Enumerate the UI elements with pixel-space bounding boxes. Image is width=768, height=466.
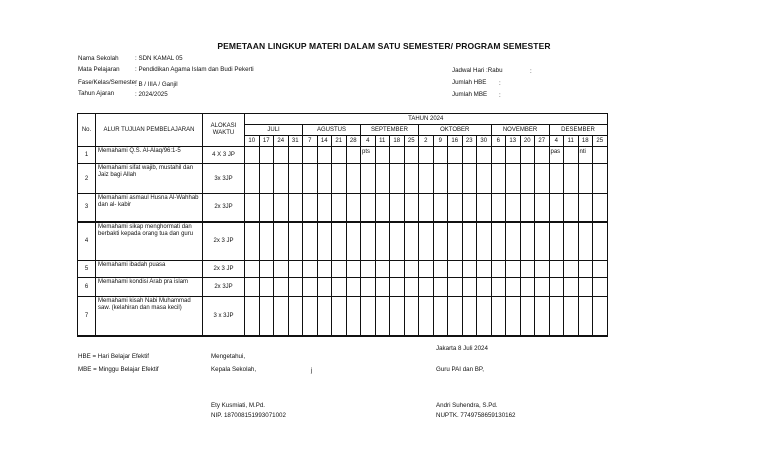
date-header: 2	[419, 136, 434, 147]
schedule-cell	[448, 147, 463, 164]
schedule-cell	[491, 164, 506, 194]
schedule-cell	[520, 297, 535, 336]
schedule-cell	[390, 261, 405, 278]
schedule-cell	[419, 222, 434, 261]
table-row	[78, 147, 608, 164]
date-header: 24	[274, 136, 289, 147]
schedule-cell	[259, 261, 274, 278]
schedule-cell	[535, 147, 550, 164]
schedule-cell	[564, 222, 579, 261]
schedule-cell	[506, 261, 521, 278]
row-no: 5	[78, 261, 96, 278]
table-row	[78, 194, 608, 222]
schedule-mark: pas	[549, 147, 564, 164]
row-alokasi: 2x 3 JP	[203, 222, 245, 261]
schedule-cell	[448, 278, 463, 297]
schedule-cell	[549, 261, 564, 278]
date-header: 16	[448, 136, 463, 147]
schedule-cell	[375, 194, 390, 222]
schedule-cell	[390, 278, 405, 297]
schedule-cell	[477, 222, 492, 261]
schedule-cell	[593, 278, 608, 297]
schedule-cell	[506, 194, 521, 222]
schedule-cell	[564, 261, 579, 278]
kepsek-name: Ety Kusmiati, M.Pd.	[211, 402, 265, 409]
schedule-cell	[259, 194, 274, 222]
schedule-mark: nti	[578, 147, 593, 164]
date-header: 23	[462, 136, 477, 147]
schedule-cell	[448, 261, 463, 278]
schedule-cell	[303, 164, 318, 194]
date-header: 13	[506, 136, 521, 147]
schedule-cell	[303, 278, 318, 297]
schedule-cell	[433, 147, 448, 164]
schedule-cell	[361, 164, 376, 194]
schedule-cell	[506, 297, 521, 336]
schedule-cell	[448, 222, 463, 261]
table-row	[78, 222, 608, 261]
date-header: 4	[361, 136, 376, 147]
schedule-cell	[520, 194, 535, 222]
schedule-cell	[390, 194, 405, 222]
schedule-cell	[506, 147, 521, 164]
schedule-cell	[477, 194, 492, 222]
schedule-cell	[303, 261, 318, 278]
guru-nuptk: NUPTK. 7749758659130162	[436, 412, 516, 419]
schedule-cell	[361, 297, 376, 336]
schedule-cell	[245, 147, 260, 164]
schedule-cell	[245, 222, 260, 261]
table-row	[78, 278, 608, 297]
schedule-cell	[245, 164, 260, 194]
info-value-schedule: :	[530, 68, 532, 75]
date-header: 17	[259, 136, 274, 147]
info-label-school: Nama Sekolah	[78, 55, 119, 62]
schedule-cell	[491, 222, 506, 261]
info-label-mbe: Jumlah MBE	[452, 91, 488, 98]
date-header: 11	[375, 136, 390, 147]
schedule-cell	[317, 278, 332, 297]
schedule-cell	[477, 297, 492, 336]
schedule-cell	[549, 164, 564, 194]
kepsek-nip: NIP. 187008151993071002	[211, 412, 286, 419]
mbe-note: MBE = Minggu Belajar Efektif	[78, 366, 159, 373]
schedule-cell	[390, 222, 405, 261]
row-alokasi: 4 X 3 JP	[203, 147, 245, 164]
schedule-cell	[433, 194, 448, 222]
schedule-cell	[506, 164, 521, 194]
header-atp: ALUR TUJUAN PEMBELAJARAN	[96, 114, 203, 147]
schedule-cell	[245, 261, 260, 278]
schedule-cell	[419, 297, 434, 336]
schedule-cell	[477, 147, 492, 164]
table-row	[78, 261, 608, 278]
stray-mark: j	[311, 367, 313, 374]
date-header: 6	[491, 136, 506, 147]
schedule-cell	[375, 261, 390, 278]
schedule-cell	[564, 164, 579, 194]
schedule-cell	[288, 222, 303, 261]
document-title: PEMETAAN LINGKUP MATERI DALAM SATU SEMESTER/ PROGRAM SEMESTER	[217, 41, 551, 51]
schedule-cell	[288, 194, 303, 222]
schedule-cell	[259, 297, 274, 336]
schedule-cell	[593, 261, 608, 278]
row-alokasi: 2x 3JP	[203, 194, 245, 222]
month-header: JULI	[245, 125, 303, 136]
schedule-cell	[593, 297, 608, 336]
schedule-cell	[317, 164, 332, 194]
schedule-cell	[404, 278, 419, 297]
date-header: 9	[433, 136, 448, 147]
schedule-cell	[346, 222, 361, 261]
month-header: OKTOBER	[419, 125, 492, 136]
schedule-cell	[346, 164, 361, 194]
schedule-cell	[419, 278, 434, 297]
row-alokasi: 2x 3JP	[203, 278, 245, 297]
schedule-cell	[578, 261, 593, 278]
schedule-cell	[288, 164, 303, 194]
schedule-cell	[491, 194, 506, 222]
kepala-sekolah-text: Kepala Sekolah,	[211, 366, 257, 373]
schedule-cell	[477, 278, 492, 297]
schedule-cell	[375, 147, 390, 164]
schedule-cell	[578, 222, 593, 261]
header-year: TAHUN 2024	[245, 114, 608, 125]
month-header: NOVEMBER	[491, 125, 549, 136]
table-row	[78, 297, 608, 336]
schedule-cell	[288, 261, 303, 278]
schedule-cell	[245, 297, 260, 336]
schedule-cell	[564, 194, 579, 222]
date-header: 20	[520, 136, 535, 147]
schedule-cell	[593, 194, 608, 222]
schedule-cell	[303, 147, 318, 164]
month-header: AGUSTUS	[303, 125, 361, 136]
schedule-cell	[332, 297, 347, 336]
schedule-cell	[462, 164, 477, 194]
date-header: 10	[245, 136, 260, 147]
schedule-cell	[448, 297, 463, 336]
schedule-cell	[259, 222, 274, 261]
schedule-cell	[419, 261, 434, 278]
date-header: 25	[404, 136, 419, 147]
schedule-cell	[593, 164, 608, 194]
schedule-cell	[535, 278, 550, 297]
schedule-cell	[375, 164, 390, 194]
schedule-cell	[375, 297, 390, 336]
schedule-cell	[593, 147, 608, 164]
schedule-cell	[288, 147, 303, 164]
schedule-cell	[346, 261, 361, 278]
date-header: 27	[535, 136, 550, 147]
schedule-cell	[419, 147, 434, 164]
schedule-cell	[390, 164, 405, 194]
schedule-cell	[346, 278, 361, 297]
schedule-cell	[274, 297, 289, 336]
info-value-mbe: :	[499, 92, 501, 99]
schedule-cell	[245, 194, 260, 222]
date-header: 28	[346, 136, 361, 147]
schedule-cell	[303, 297, 318, 336]
schedule-cell	[274, 194, 289, 222]
date-header: 25	[593, 136, 608, 147]
schedule-cell	[578, 194, 593, 222]
info-label-hbe: Jumlah HBE	[452, 79, 487, 86]
schedule-cell	[535, 297, 550, 336]
row-no: 6	[78, 278, 96, 297]
schedule-cell	[274, 164, 289, 194]
schedule-cell	[506, 222, 521, 261]
schedule-cell	[404, 194, 419, 222]
guru-title: Guru PAI dan BP,	[436, 366, 484, 373]
schedule-cell	[274, 222, 289, 261]
schedule-cell	[288, 297, 303, 336]
row-alokasi: 2x 3 JP	[203, 261, 245, 278]
schedule-cell	[419, 164, 434, 194]
schedule-cell	[462, 222, 477, 261]
schedule-cell	[361, 194, 376, 222]
row-no: 4	[78, 222, 96, 261]
schedule-cell	[332, 194, 347, 222]
schedule-cell	[390, 297, 405, 336]
schedule-cell	[346, 297, 361, 336]
schedule-cell	[375, 278, 390, 297]
header-alokasi: ALOKASI WAKTU	[203, 114, 245, 147]
schedule-cell	[317, 222, 332, 261]
schedule-cell	[433, 164, 448, 194]
schedule-mark: pts	[361, 147, 376, 164]
schedule-cell	[332, 278, 347, 297]
schedule-cell	[404, 261, 419, 278]
schedule-cell	[390, 147, 405, 164]
schedule-cell	[274, 278, 289, 297]
schedule-cell	[404, 164, 419, 194]
schedule-table	[77, 113, 608, 337]
schedule-cell	[317, 297, 332, 336]
schedule-cell	[520, 164, 535, 194]
schedule-cell	[332, 164, 347, 194]
schedule-cell	[361, 222, 376, 261]
schedule-cell	[332, 147, 347, 164]
month-header: DESEMBER	[549, 125, 607, 136]
schedule-cell	[332, 261, 347, 278]
row-atp: Memahami kondisi Arab pra islam	[96, 278, 203, 297]
schedule-cell	[462, 261, 477, 278]
schedule-cell	[564, 278, 579, 297]
schedule-cell	[578, 278, 593, 297]
hbe-note: HBE = Hari Belajar Efektif	[78, 353, 150, 360]
schedule-cell	[259, 164, 274, 194]
schedule-cell	[462, 194, 477, 222]
schedule-cell	[549, 194, 564, 222]
schedule-cell	[491, 297, 506, 336]
row-alokasi: 3x 3JP	[203, 164, 245, 194]
row-atp: Memahami sifat wajib, mustahil dan Jaiz bagi Allah	[96, 164, 203, 194]
date-header: 11	[564, 136, 579, 147]
schedule-cell	[346, 147, 361, 164]
info-value-school: : SDN KAMAL 05	[135, 55, 183, 62]
date-header: 31	[288, 136, 303, 147]
row-no: 3	[78, 194, 96, 222]
place-date: Jakarta 8 Juli 2024	[436, 345, 488, 352]
info-value-year: : 2024/2025	[135, 91, 168, 98]
row-atp: Memahami sikap menghormati dan berbakti kepada orang tua dan guru	[96, 222, 203, 261]
row-atp: Memahami asmaul Husna Al-Wahhab dan al- kabir	[96, 194, 203, 222]
date-header: 18	[578, 136, 593, 147]
schedule-cell	[549, 222, 564, 261]
date-header: 21	[332, 136, 347, 147]
schedule-cell	[375, 222, 390, 261]
row-atp: Memahami ibadah puasa	[96, 261, 203, 278]
mengetahui-text: Mengetahui,	[211, 353, 246, 360]
date-header: 18	[390, 136, 405, 147]
schedule-cell	[578, 297, 593, 336]
schedule-cell	[535, 222, 550, 261]
schedule-cell	[332, 222, 347, 261]
schedule-cell	[404, 147, 419, 164]
schedule-cell	[520, 261, 535, 278]
schedule-cell	[477, 164, 492, 194]
table-row	[78, 164, 608, 194]
row-atp: Memahami Q.S. Al-Alaq/96:1-5	[96, 147, 203, 164]
info-value-subject: : Pendidikan Agama Islam dan Budi Pekerti	[135, 66, 254, 73]
schedule-cell	[491, 261, 506, 278]
schedule-cell	[564, 297, 579, 336]
info-value-hbe: :	[499, 80, 501, 87]
schedule-cell	[303, 222, 318, 261]
date-header: 14	[317, 136, 332, 147]
schedule-cell	[274, 147, 289, 164]
schedule-cell	[361, 278, 376, 297]
info-label-phase: Fase/Kelas/Semester	[78, 79, 138, 86]
schedule-cell	[433, 261, 448, 278]
schedule-cell	[303, 194, 318, 222]
schedule-cell	[433, 222, 448, 261]
schedule-cell	[433, 297, 448, 336]
schedule-cell	[535, 164, 550, 194]
schedule-cell	[404, 222, 419, 261]
month-header: SEPTEMBER	[361, 125, 419, 136]
schedule-cell	[346, 194, 361, 222]
schedule-cell	[404, 297, 419, 336]
schedule-cell	[462, 278, 477, 297]
schedule-cell	[317, 261, 332, 278]
schedule-cell	[535, 194, 550, 222]
schedule-cell	[317, 147, 332, 164]
schedule-cell	[317, 194, 332, 222]
schedule-cell	[274, 261, 289, 278]
schedule-cell	[491, 278, 506, 297]
schedule-cell	[288, 278, 303, 297]
schedule-cell	[477, 261, 492, 278]
row-no: 1	[78, 147, 96, 164]
schedule-cell	[578, 164, 593, 194]
row-alokasi: 3 x 3JP	[203, 297, 245, 336]
date-header: 4	[549, 136, 564, 147]
schedule-cell	[535, 261, 550, 278]
schedule-cell	[259, 147, 274, 164]
guru-name: Andri Suhendra, S.Pd.	[436, 402, 498, 409]
info-label-year: Tahun Ajaran	[78, 90, 115, 97]
schedule-cell	[245, 278, 260, 297]
schedule-cell	[491, 147, 506, 164]
row-no: 2	[78, 164, 96, 194]
schedule-cell	[564, 147, 579, 164]
schedule-cell	[506, 278, 521, 297]
date-header: 7	[303, 136, 318, 147]
date-header: 30	[477, 136, 492, 147]
row-no: 7	[78, 297, 96, 336]
schedule-cell	[419, 194, 434, 222]
info-label-subject: Mata Pelajaran	[78, 66, 120, 73]
schedule-cell	[593, 222, 608, 261]
schedule-cell	[448, 164, 463, 194]
schedule-cell	[549, 278, 564, 297]
schedule-cell	[462, 147, 477, 164]
schedule-cell	[259, 278, 274, 297]
schedule-cell	[549, 297, 564, 336]
info-label-schedule: Jadwal Hari :Rabu	[452, 67, 503, 74]
schedule-cell	[433, 278, 448, 297]
info-value-phase: : B / IIIA / Ganjil	[135, 81, 178, 88]
schedule-cell	[361, 261, 376, 278]
schedule-cell	[448, 194, 463, 222]
schedule-cell	[520, 147, 535, 164]
row-atp: Memahami kisah Nabi Muhammad saw. (kelahiran dan masa kecil)	[96, 297, 203, 336]
header-no: No.	[78, 114, 96, 147]
schedule-cell	[462, 297, 477, 336]
schedule-cell	[520, 278, 535, 297]
schedule-cell	[520, 222, 535, 261]
